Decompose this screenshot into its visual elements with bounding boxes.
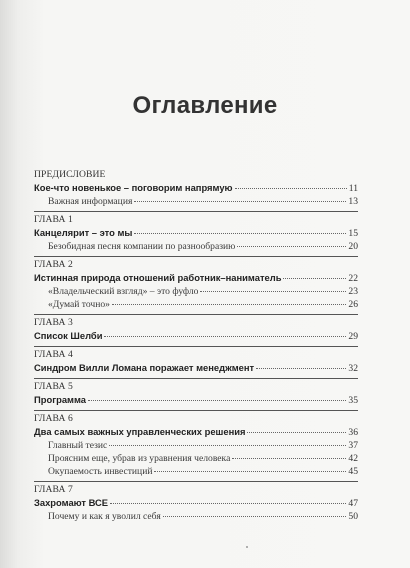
toc-subsection xyxy=(34,285,358,298)
toc-chapter-title xyxy=(34,329,358,343)
toc-subsection xyxy=(34,298,358,311)
toc-chapter-title xyxy=(34,393,358,407)
entry-text: Программа xyxy=(34,394,86,405)
dot-leader xyxy=(232,458,346,459)
entry-text: Кое-что новенькое – поговорим напрямую xyxy=(34,182,233,193)
toc-subsection xyxy=(34,195,358,208)
page-title: Оглавление xyxy=(132,92,278,119)
dot-leader xyxy=(134,233,346,234)
dot-leader xyxy=(88,400,346,401)
chapter-label: ПРЕДИСЛОВИЕ xyxy=(34,169,106,180)
page-number: 22 xyxy=(348,273,358,284)
page-number: 50 xyxy=(348,511,358,522)
entry-text: Два самых важных управленческих решения xyxy=(34,426,246,437)
page-number: 29 xyxy=(348,331,358,342)
chapter-label: ГЛАВА 4 xyxy=(34,349,73,360)
dot-leader xyxy=(256,368,346,369)
toc-section xyxy=(34,347,358,379)
toc-chapter-title xyxy=(34,271,358,285)
dot-leader xyxy=(235,188,347,189)
page-number: 37 xyxy=(348,440,358,451)
page-number: 36 xyxy=(348,427,358,438)
dot-leader xyxy=(283,278,346,279)
dot-leader xyxy=(134,201,346,202)
table-of-contents xyxy=(34,167,358,526)
entry-text: Список Шелби xyxy=(34,330,103,341)
toc-section xyxy=(34,167,358,212)
entry-text: Важная информация xyxy=(48,196,133,207)
entry-text: Истинная природа отношений работник–наниматель xyxy=(34,272,282,283)
entry-text: «Думай точно» xyxy=(48,299,110,310)
toc-chapter-title xyxy=(34,361,358,375)
chapter-label: ГЛАВА 2 xyxy=(34,259,73,270)
toc-chapter-title xyxy=(34,425,358,439)
entry-text: Синдром Вилли Ломана поражает менеджмент xyxy=(34,362,255,373)
dot-leader xyxy=(237,246,346,247)
toc-subsection xyxy=(34,510,358,523)
entry-text: Канцелярит – это мы xyxy=(34,227,133,238)
toc-section xyxy=(34,257,358,315)
page-number: 13 xyxy=(348,196,358,207)
page-number: 35 xyxy=(348,395,358,406)
chapter-label: ГЛАВА 5 xyxy=(34,381,73,392)
toc-section xyxy=(34,482,358,526)
dot-leader xyxy=(154,471,346,472)
page-number: 47 xyxy=(348,498,358,509)
page-number: 45 xyxy=(348,466,358,477)
toc-chapter-title xyxy=(34,496,358,510)
page-speck xyxy=(246,546,248,548)
toc-subsection xyxy=(34,465,358,478)
toc-section xyxy=(34,379,358,411)
page-number: 23 xyxy=(348,286,358,297)
dot-leader xyxy=(109,445,346,446)
entry-text: Почему и как я уволил себя xyxy=(48,511,161,522)
entry-text: Захромают ВСЕ xyxy=(34,497,109,508)
dot-leader xyxy=(247,432,346,433)
entry-text: Окупаемость инвестиций xyxy=(48,466,153,477)
dot-leader xyxy=(163,516,347,517)
page-number: 20 xyxy=(348,241,358,252)
dot-leader xyxy=(110,503,346,504)
chapter-label: ГЛАВА 7 xyxy=(34,484,73,495)
toc-subsection xyxy=(34,452,358,465)
page-number: 15 xyxy=(348,228,358,239)
page-number: 26 xyxy=(348,299,358,310)
toc-subsection xyxy=(34,240,358,253)
page-number: 11 xyxy=(348,183,358,194)
chapter-label: ГЛАВА 1 xyxy=(34,214,73,225)
toc-chapter-title xyxy=(34,181,358,195)
page-number: 32 xyxy=(348,363,358,374)
toc-section xyxy=(34,315,358,347)
entry-text: Безобидная песня компании по разнообразию xyxy=(48,241,236,252)
dot-leader xyxy=(200,291,346,292)
dot-leader xyxy=(112,304,346,305)
toc-subsection xyxy=(34,439,358,452)
dot-leader xyxy=(104,336,346,337)
entry-text: Главный тезис xyxy=(48,440,108,451)
chapter-label: ГЛАВА 6 xyxy=(34,413,73,424)
chapter-label: ГЛАВА 3 xyxy=(34,317,73,328)
toc-section xyxy=(34,212,358,257)
toc-chapter-title xyxy=(34,226,358,240)
entry-text: «Владельческий взгляд» – это фуфло xyxy=(48,286,199,297)
page-number: 42 xyxy=(348,453,358,464)
toc-section xyxy=(34,411,358,482)
entry-text: Проясним еще, убрав из уравнения человека xyxy=(48,453,231,464)
